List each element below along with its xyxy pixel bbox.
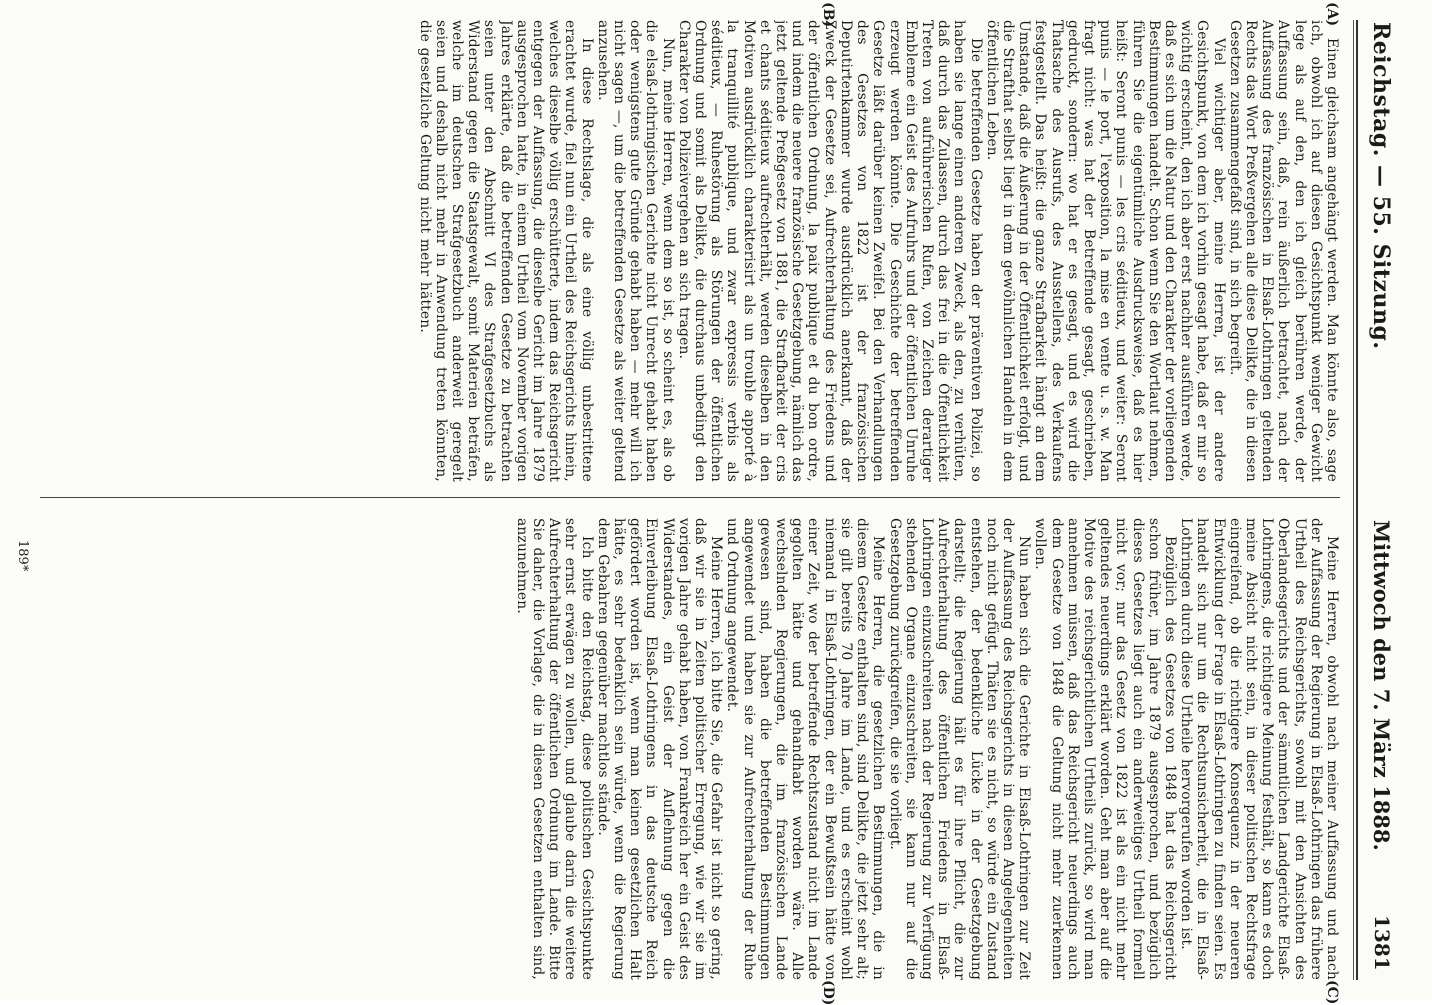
paragraph: Nun haben sich die Gerichte in Elsaß-Lothringen zur Zeit der Auffassung des Reichsgerichts in diesen Angelegenheiten noch nicht gefügt. Thäten sie es nicht, so würde ein Zustand entstehen, der bedenkliche Lücke in der Gesetzgebung darstellt; die Regierung hält es für ihre Pflicht, die zur Aufrechterhaltung des öffentlichen Friedens in Elsaß-Lothringen einzuschreiten nach der Regierung zur Verfügung stehenden Organe einzuschreiten, sie kann nur auf die Gesetzgebung zurückgreifen, die sie vorliegt. <box>886 518 1033 980</box>
header-session: Reichstag. — 55. Sitzung. <box>1368 22 1394 350</box>
right-column <box>42 518 1340 980</box>
margin-marker-a: (A) <box>1324 2 1340 27</box>
header-page-number: 1381 <box>1370 915 1394 971</box>
paragraph: Bezüglich des Gesetzes von 1848 hat das Reichsgericht schon früher, im Jahre 1879 ausgesprochen, und bezüglich dieses Gesetzes liegt auch ein anderweitiges Urtheil formell nicht vor; nur das Gesetz von 1822 ist als ein nicht mehr geltendes neuerdings erklärt worden. Geht man aber auf die Motive des reichsgerichtlichen Urtheils zurück, so wird man annehmen müssen, daß das Reichsgericht neuerdings auch dem Gesetze von 1848 die Geltung nicht mehr zuerkennen wollen. <box>1032 518 1178 980</box>
header-rule <box>1356 20 1358 980</box>
left-column <box>42 20 1340 482</box>
paragraph: Meine Herren, die gesetzlichen Bestimmungen, die in diesem Gesetze enthalten sind, sind Delikte, die jetzt sehr alt; sie gilt bereits 70 Jahre im Lande, und es erscheint wohl niemand in Elsaß-Lothringen, der ein Bewußtsein hätte von einer Zeit, wo der betreffende Rechtszustand nicht im Lande gegolten hätte und gehandhabt worden wäre. Alle wechselnden Regierungen, die im französischen Lande gewesen sind, haben die betreffenden Bestimmungen angewendet und haben sie zur Aufrechterhaltung der Ruhe und Ordnung angewendet. <box>724 518 887 980</box>
paragraph: Meine Herren, obwohl nach meiner Auffassung und nach der Auffassung der Regierung in Elsaß-Lothringen das frühere Urtheil des Reichsgerichts, sowohl mit den Ansichten des Oberlandesgerichts und der sämmtlichen Landgerichte Elsaß-Lothringens, die richtigere Meinung festhält, so kann es doch meine Absicht nicht sein, in dieser politischen Rechtsfrage eingreifend, ob die richtigere Konsequenz in der neueren Entwicklung der Frage in Elsaß-Lothringen zu finden seien. Es handelt sich nur um die Rechtsunsicherheit, die in Elsaß-Lothringen durch diese Urtheile hervorgerufen worden ist. <box>1178 518 1340 980</box>
paragraph: In diese Rechtslage, die als eine völlig unbestrittene erachtet wurde, fiel nun ein Urtheil des Reichsgerichts hinein, welches dieselbe völlig erschütterte, indem das Reichsgericht entgegen der Auffassung, die dieselbe Gericht im Jahre 1879 ausgesprochen hatte, in einem Urtheil vom November vorigen Jahres erklärte, daß die betreffenden Gesetze zu betrachten seien unter den Abschnitt VI des Strafgesetzbuchs als Widerstand gegen die Staatsgewalt, somit Materien beträfen, welche im deutschen Strafgesetzbuch anderweit geregelt seien und deshalb nicht mehr in Anwendung treten könnten, die gesetzliche Geltung nicht mehr hätten. <box>416 20 595 482</box>
paragraph: Viel wichtiger aber, meine Herren, ist der andere Gesichtspunkt, von dem ich vorhin gesagt habe, daß er mir so wichtig erscheint, den ich aber erst nachher ausführen werde, daß es sich um die Natur und den Charakter der vorliegenden Bestimmungen handelt. Schon wenn Sie den Wortlaut nehmen, führen Sie die eigentümliche Ausdrucksweise, daß es hier heißt: Seront punis — les cris séditieux, und weiter: Seront punis — le port, l'exposition, la mise en vente u. s. w. Man fragt nicht: was hat der Betreffende gesagt, geschrieben, gedruckt, sondern: wo hat er es gesagt, und es wird die Thatsache des Ausrufs, des Ausstellens, des Verkaufens festgestellt. Das heißt: die ganze Strafbarkeit hängt an dem Umstande, daß die Äußerung in der Öffentlichkeit erfolgt, und die Strafthat selbst liegt in dem gewöhnlichen Handeln in dem öffentlichen Leben. <box>983 20 1227 482</box>
footer-page-ref: 189* <box>15 540 30 572</box>
margin-marker-d: (D) <box>820 980 836 1005</box>
paragraph: Ich bitte den Reichstag, diese politischen Gesichtspunkte sehr ernst erwägen zu wollen, und glaube darin die weitere Aufrechterhaltung der öffentlichen Ordnung im Lande. Bitte Sie daher, die Vorlage, die in diesen Gesetzen enthalten sind, anzunehmen. <box>513 518 595 980</box>
page-header <box>1348 0 1432 1000</box>
margin-marker-b: (B) <box>820 2 836 28</box>
paragraph: Die betreffenden Gesetze haben der präventiven Polizei, so haben sie lange einen anderen Zweck, als den, zu verhüten, daß durch das Zulassen, durch das frei in die Öffentlichkeit Treten von aufrührerischen Rufen, von Zeichen derartiger Embleme ein Geist des Aufruhrs und der öffentlichen Unruhe erzeugt werden könnte. Die Geschichte der betreffenden Gesetze läßt darüber keinen Zweifel. Bei den Verhandlungen des Gesetzes von 1822 ist der französischen Deputirtenkammer wurde ausdrücklich anerkannt, daß der Zweck der Gesetze sei, Aufrechterhaltung des Friedens und der öffentlichen Ordnung, la paix publique et du bon ordre, und indem die neuere französische Gesetzgebung, nämlich das jetzt geltende Preßgesetz von 1881, die Strafbarkeit der cris et chants séditieux aufrechterhält, werden dieselben in den Motiven ausdrücklich charakterisirt als un trouble apporté à la tranquillité publique, und zwar expressis verbis als séditieux, — Ruhestörung als Störungen der öffentlichen Ordnung und somit als Delikte, die durchaus unbedingt den Charakter von Polizeivergehen an sich tragen. <box>675 20 984 482</box>
margin-marker-c: (C) <box>1324 980 1340 1005</box>
header-date: Mittwoch den 7. März 1888. <box>1369 520 1394 851</box>
column-divider <box>40 497 1340 498</box>
paragraph: Einen gleichsam angehängt werden. Man könnte also, sage ich, obwohl ich auf diesen Gesichtspunkt weniger Gewicht lege als auf den, den ich gleich berühren werde, der Auffassung sein, daß, rein äußerlich betrachtet, nach der Auffassung des französischen in Elsaß-Lothringen geltenden Rechts das Wort Preßvergehen alle diese Delikte, die in diesen Gesetzen zusammengefaßt sind, in sich begreift. <box>1226 20 1340 482</box>
paragraph: Meine Herren, ich bitte Sie, die Gefahr ist nicht so gering, daß wir sie in Zeiten politischer Erregung, wie wir sie im vorigen Jahre gehabt haben, von Frankreich her ein Geist des Widerstandes, ein Geist der Auflehnung gegen die Einverleibung Elsaß-Lothringens in das deutsche Reich gefördert worden ist, wenn man keinen gesetzlichen Halt hätte, es sehr bedenklich sein würde, wenn die Regierung dem Gebahren gegenüber machtlos stände. <box>594 518 725 980</box>
header-rule-thin <box>1353 20 1354 980</box>
paragraph: Nun, meine Herren, wenn dem so ist, so scheint es, als ob die elsaß-lothringischen Gerichte nicht Unrecht gehabt haben oder wenigstens gute Gründe gehabt haben — mehr will ich nicht sagen —, um die betreffenden Gesetze als weiter geltend anzusehen. <box>594 20 676 482</box>
